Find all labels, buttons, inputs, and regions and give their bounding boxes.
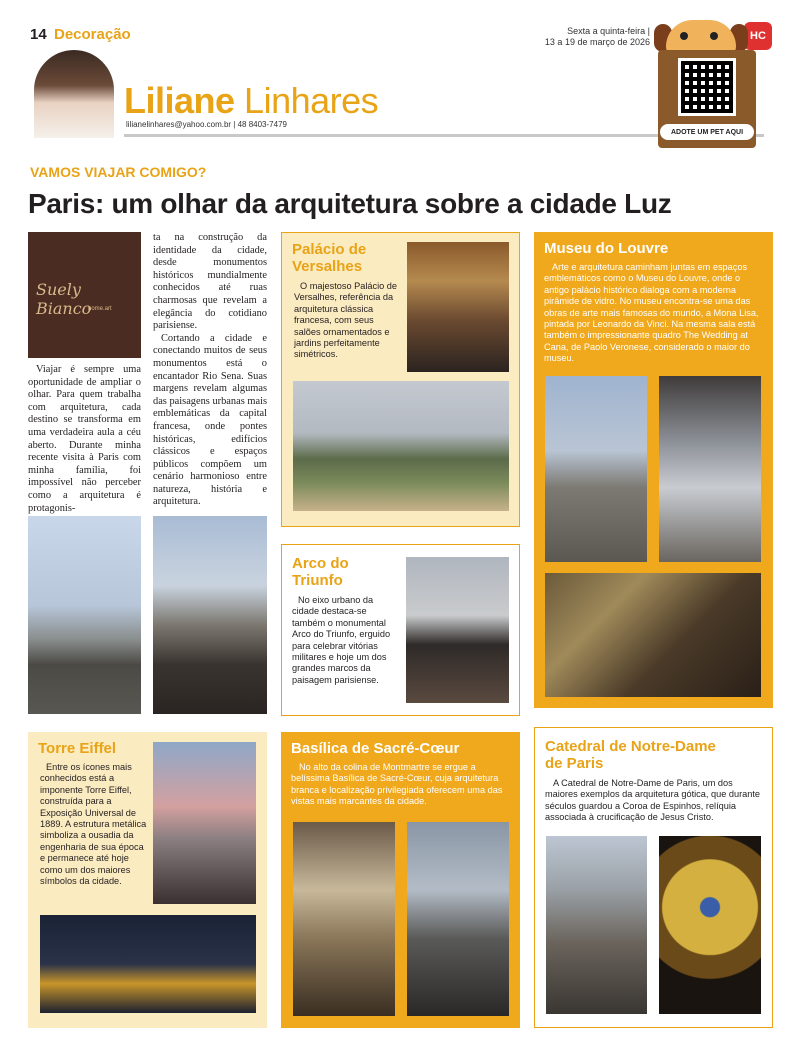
author-photo <box>34 50 114 138</box>
photo-torre-eiffel-night <box>40 915 256 1013</box>
box-text: No alto da colina de Montmartre se ergue a belíssima Basílica de Sacré-Cœur, cuja arquitetura branca e localização privilegiada oferecem uma das vistas mais marcantes da cidade. <box>291 762 503 807</box>
author-contact: lilianelinhares@yahoo.com.br | 48 8403-7479 <box>126 120 287 129</box>
box-title: Catedral de Notre-Dame de Paris <box>545 738 716 772</box>
box-title: Basílica de Sacré-Cœur <box>291 740 460 757</box>
photo-montmartre-street <box>407 822 509 1016</box>
kicker: VAMOS VIAJAR COMIGO? <box>30 164 207 180</box>
photo-wedding-at-cana <box>545 573 761 697</box>
photo-family-bridge <box>153 516 267 714</box>
pet-board <box>658 50 756 148</box>
page-number: 14 <box>30 26 47 43</box>
box-title: Arco do Triunfo <box>292 555 349 589</box>
box-text: No eixo urbano da cidade destaca-se também o monumental Arco do Triunfo, erguido para celebrar vitórias militares e hoje um dos grandes marcos da paisagem parisiense. <box>292 595 391 685</box>
photo-eiffel-riverside <box>28 516 141 714</box>
brand-ad <box>28 232 141 358</box>
box-text: Entre os ícones mais conhecidos está a imponente Torre Eiffel, construída para a Exposição Universal de 1889. A estrutura metálica simboliza a ousadia da engenharia de sua época e permanece até hoje como um dos maiores símbolos da cidade. <box>40 762 147 887</box>
photo-versalhes-hall <box>407 242 509 372</box>
article-column-2 <box>153 232 267 509</box>
photo-crown-of-thorns-reliquary <box>659 836 761 1014</box>
box-text: O majestoso Palácio de Versalhes, referência da arquitetura clássica francesa, com seus salões ornamentados e jardins perfeitamente simétricos. <box>294 281 398 360</box>
box-title: Torre Eiffel <box>38 740 117 757</box>
brand-name: Suely Bianco <box>36 280 92 318</box>
box-title: Museu do Louvre <box>544 240 669 257</box>
photo-notre-dame-facade <box>546 836 647 1014</box>
dateline-days: Sexta a quinta-feira | <box>567 26 650 36</box>
box-text: Arte e arquitetura caminham juntas em espaços emblemáticos como o Museu do Louvre, onde o antigo palácio histórico dialoga com a moderna pirâmide de vidro. No museu encontra-se uma das obras de arte mais famosas do mundo, a Mona Lisa, pintada por Leonardo da Vinci. Na mesma sala está também o impressionante quadro The Wedding at Cana, de Paolo Veronese, considerado o maior do museu. <box>544 262 759 364</box>
article-paragraph: Cortando a cidade e conectando muitos de seus monumentos está o encantador Rio Sena. Suas margens revelam algumas das paisagens urbanas mais emblemáticas da capital francesa, onde pontes históricas, edifícios clássicos e espaços públicos compõem um cenário harmonioso entre natureza, história e arquitetura. <box>153 332 267 508</box>
pet-label: ADOTE UM PET AQUI <box>660 124 754 140</box>
photo-basilica-interior <box>293 822 395 1016</box>
dateline <box>545 26 650 48</box>
qr-code-icon[interactable] <box>678 58 736 116</box>
headline: Paris: um olhar da arquitetura sobre a cidade Luz <box>28 188 672 219</box>
author-first-name: Liliane <box>124 80 235 121</box>
section-title: Decoração <box>54 26 131 43</box>
article-column-1 <box>28 364 141 515</box>
author-last-name: Linhares <box>244 80 379 121</box>
box-text: A Catedral de Notre-Dame de Paris, um dos maiores exemplos da arquitetura gótica, que durante séculos guardou a Coroa de Espinhos, relíquia associada à crucificação de Jesus Cristo. <box>545 778 761 823</box>
dateline-dates: 13 a 19 de março de 2026 <box>544 37 650 47</box>
box-title: Palácio de Versalhes <box>292 241 367 275</box>
photo-versalhes-gardens <box>293 381 509 511</box>
photo-torre-eiffel-day <box>153 742 256 904</box>
publisher-logo: HC <box>744 22 772 50</box>
photo-louvre-inverted-pyramid <box>659 376 761 562</box>
brand-tagline: home.art <box>88 306 112 312</box>
photo-arco-triunfo <box>406 557 509 703</box>
author-name <box>124 80 378 122</box>
photo-louvre-pyramid <box>545 376 647 562</box>
article-paragraph: Viajar é sempre uma oportunidade de ampliar o olhar. Para quem trabalha com arquitetura, cada destino se transforma em uma verdadeira aula a céu aberto. Durante minha recente visita à Paris com minha família, foi impossível não perceber como a arquitetura é protagonis- <box>28 364 141 514</box>
adopt-pet-badge[interactable] <box>650 20 770 144</box>
article-paragraph: ta na construção da identidade da cidade, desde monumentos históricos mundialmente conhecidos até ruas charmosas que revelam a elegância do cotidiano parisiense. <box>153 232 267 332</box>
